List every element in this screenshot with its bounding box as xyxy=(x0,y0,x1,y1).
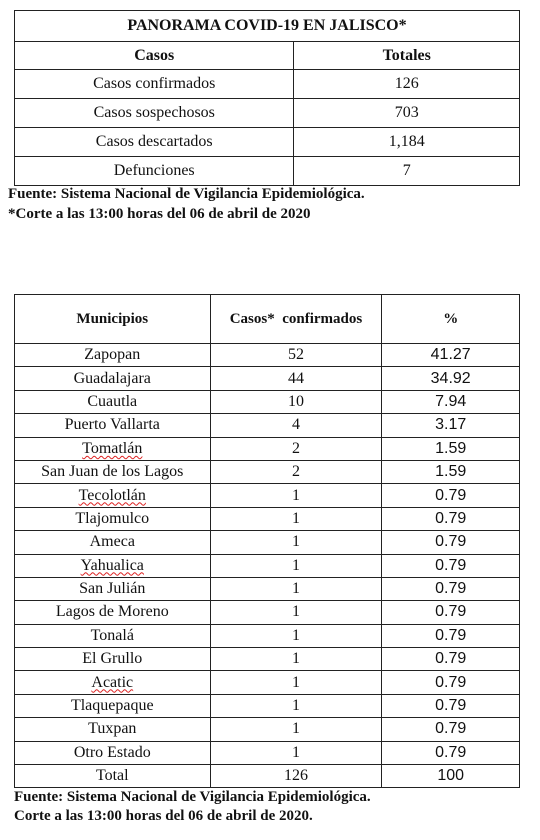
municipio-name xyxy=(15,554,211,577)
municipio-name xyxy=(15,437,211,460)
table-row xyxy=(15,367,520,390)
municipios-source: Fuente: Sistema Nacional de Vigilancia Epidemiológica. xyxy=(14,789,371,805)
municipio-pct: 1.59 xyxy=(382,460,520,483)
municipio-cases: 1 xyxy=(210,648,382,671)
municipios-table xyxy=(14,294,520,788)
municipio-cases: 10 xyxy=(210,390,382,413)
summary-label: Casos descartados xyxy=(15,128,294,157)
municipio-name xyxy=(15,671,211,694)
municipio-pct: 0.79 xyxy=(382,554,520,577)
municipio-cases: 44 xyxy=(210,367,382,390)
total-cases: 126 xyxy=(210,765,382,788)
table-row xyxy=(15,694,520,717)
municipio-name-text: Tonalá xyxy=(90,626,134,644)
municipio-name xyxy=(15,460,211,483)
municipio-pct: 0.79 xyxy=(382,577,520,600)
municipio-pct: 0.79 xyxy=(382,741,520,764)
table-row xyxy=(15,554,520,577)
municipio-name-text: Tomatlán xyxy=(82,439,143,457)
municipio-name-text: Tuxpan xyxy=(88,720,137,738)
summary-row xyxy=(15,157,520,186)
municipio-name xyxy=(15,414,211,437)
summary-table xyxy=(14,10,520,186)
municipio-pct: 0.79 xyxy=(382,671,520,694)
table-row xyxy=(15,484,520,507)
municipio-cases: 2 xyxy=(210,437,382,460)
municipio-cases: 1 xyxy=(210,741,382,764)
summary-title: PANORAMA COVID-19 EN JALISCO* xyxy=(15,11,520,42)
summary-source: Fuente: Sistema Nacional de Vigilancia Epidemiológica. xyxy=(8,186,365,202)
municipio-name-text: San Juan de los Lagos xyxy=(41,463,184,481)
municipio-pct: 0.79 xyxy=(382,648,520,671)
table-row xyxy=(15,741,520,764)
municipio-name xyxy=(15,648,211,671)
table-row xyxy=(15,531,520,554)
municipio-name xyxy=(15,694,211,717)
municipio-pct: 7.94 xyxy=(382,390,520,413)
municipio-cases: 1 xyxy=(210,507,382,530)
municipio-cases: 1 xyxy=(210,694,382,717)
municipio-name-text: San Julián xyxy=(79,580,146,598)
municipio-cases: 1 xyxy=(210,484,382,507)
municipio-name xyxy=(15,507,211,530)
municipio-name xyxy=(15,741,211,764)
header-casos: Casos xyxy=(15,42,294,70)
municipio-name-text: Otro Estado xyxy=(73,743,151,761)
municipio-name-text: Puerto Vallarta xyxy=(64,416,160,434)
municipio-name xyxy=(15,390,211,413)
table-row xyxy=(15,577,520,600)
summary-value: 126 xyxy=(294,70,520,99)
municipio-name xyxy=(15,577,211,600)
municipio-name xyxy=(15,531,211,554)
municipio-pct: 1.59 xyxy=(382,437,520,460)
summary-row xyxy=(15,99,520,128)
municipio-name xyxy=(15,601,211,624)
municipio-cases: 52 xyxy=(210,344,382,367)
municipio-name xyxy=(15,367,211,390)
header-totales: Totales xyxy=(294,42,520,70)
table-row xyxy=(15,414,520,437)
municipio-name-text: Tecolotlán xyxy=(78,486,146,504)
summary-row xyxy=(15,128,520,157)
header-percent: % xyxy=(382,295,520,344)
municipio-name xyxy=(15,484,211,507)
municipio-name-text: Cuautla xyxy=(87,392,138,410)
municipio-name-text: Yahualica xyxy=(80,556,144,574)
municipio-name-text: El Grullo xyxy=(82,650,143,668)
summary-label: Casos sospechosos xyxy=(15,99,294,128)
municipio-pct: 0.79 xyxy=(382,624,520,647)
municipio-name xyxy=(15,344,211,367)
table-row xyxy=(15,601,520,624)
table-row xyxy=(15,344,520,367)
municipio-cases: 1 xyxy=(210,671,382,694)
municipio-cases: 1 xyxy=(210,624,382,647)
summary-label: Defunciones xyxy=(15,157,294,186)
header-municipios: Municipios xyxy=(15,295,211,344)
municipio-pct: 0.79 xyxy=(382,507,520,530)
table-row xyxy=(15,390,520,413)
municipio-name xyxy=(15,718,211,741)
municipio-cases: 1 xyxy=(210,601,382,624)
municipio-pct: 3.17 xyxy=(382,414,520,437)
table-row xyxy=(15,437,520,460)
municipio-cases: 1 xyxy=(210,531,382,554)
municipio-pct: 0.79 xyxy=(382,718,520,741)
summary-value: 703 xyxy=(294,99,520,128)
summary-label: Casos confirmados xyxy=(15,70,294,99)
municipio-name xyxy=(15,624,211,647)
municipio-name-text: Tlajomulco xyxy=(75,509,150,527)
municipio-cases: 1 xyxy=(210,554,382,577)
municipio-name-text: Lagos de Moreno xyxy=(55,603,169,621)
municipio-name-text: Zapopan xyxy=(84,346,141,364)
municipio-name-text: Guadalajara xyxy=(73,369,151,387)
summary-cutoff: *Corte a las 13:00 horas del 06 de abril de 2020 xyxy=(8,206,311,222)
municipio-name-text: Acatic xyxy=(91,673,134,691)
summary-value: 7 xyxy=(294,157,520,186)
municipio-name-text: Tlaquepaque xyxy=(70,697,154,715)
total-label: Total xyxy=(15,765,211,788)
summary-row xyxy=(15,70,520,99)
municipio-cases: 1 xyxy=(210,577,382,600)
header-casos-confirmados: Casos* confirmados xyxy=(210,295,382,344)
municipio-cases: 1 xyxy=(210,718,382,741)
table-row xyxy=(15,671,520,694)
total-pct: 100 xyxy=(382,765,520,788)
municipio-name-text: Ameca xyxy=(89,533,135,551)
table-row xyxy=(15,624,520,647)
summary-value: 1,184 xyxy=(294,128,520,157)
municipio-pct: 41.27 xyxy=(382,344,520,367)
municipios-cutoff: Corte a las 13:00 horas del 06 de abril de 2020. xyxy=(14,808,313,824)
municipio-pct: 0.79 xyxy=(382,484,520,507)
municipio-pct: 0.79 xyxy=(382,694,520,717)
municipio-cases: 4 xyxy=(210,414,382,437)
municipio-pct: 0.79 xyxy=(382,531,520,554)
municipio-pct: 34.92 xyxy=(382,367,520,390)
table-row xyxy=(15,718,520,741)
table-row xyxy=(15,648,520,671)
municipio-cases: 2 xyxy=(210,460,382,483)
municipio-pct: 0.79 xyxy=(382,601,520,624)
table-row xyxy=(15,460,520,483)
table-row xyxy=(15,507,520,530)
